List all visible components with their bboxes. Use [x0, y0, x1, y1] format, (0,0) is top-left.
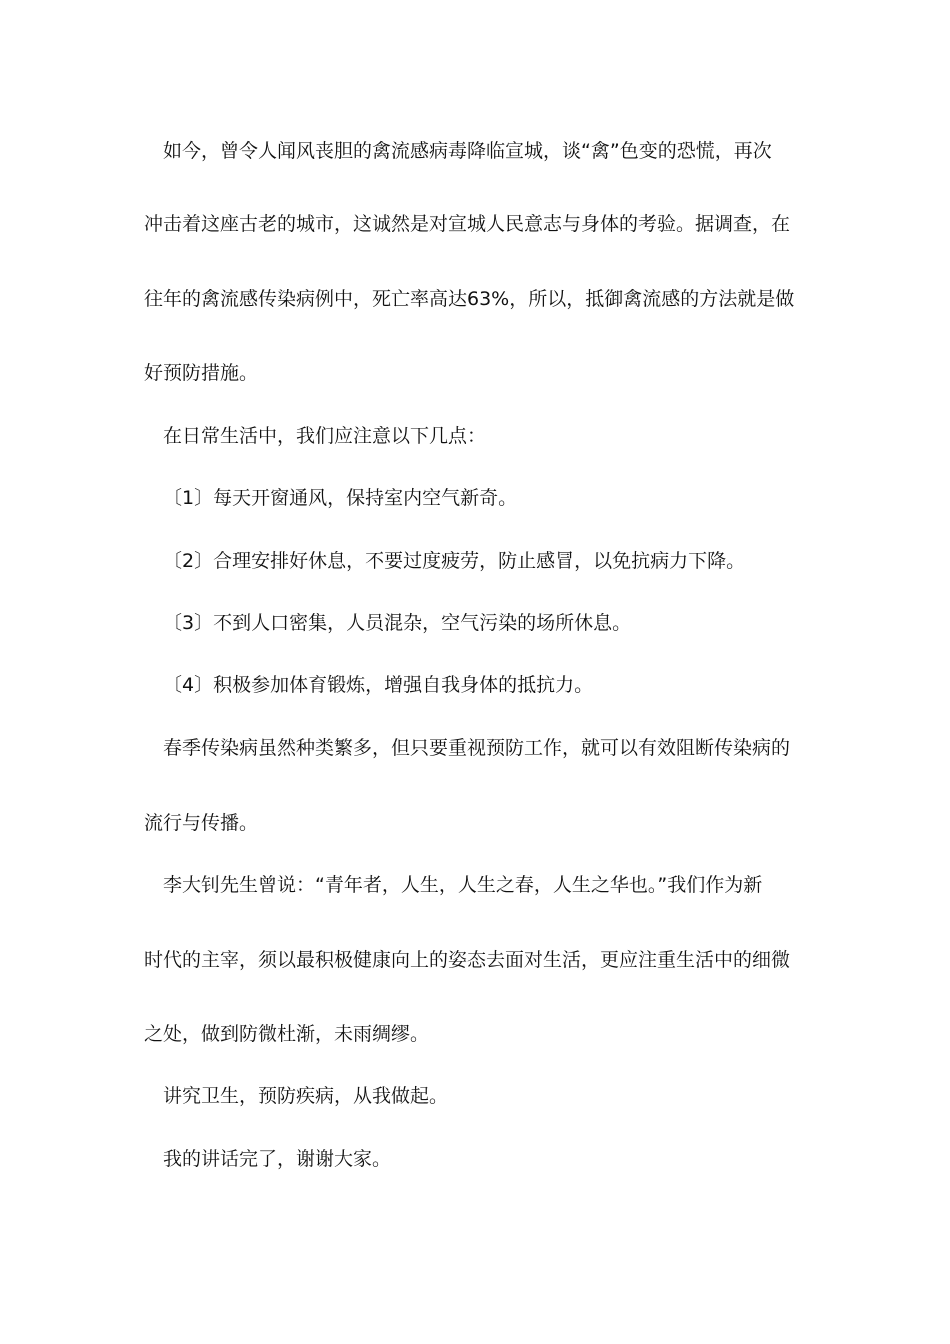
paragraph-line: 李大钊先生曾说：“青年者，人生，人生之春，人生之华也。”我们作为新 — [163, 874, 763, 896]
paragraph-line: 在日常生活中，我们应注意以下几点： — [163, 425, 487, 447]
list-item: 〔1〕每天开窗通风，保持室内空气新奇。 — [163, 487, 518, 509]
paragraph-line: 我的讲话完了，谢谢大家。 — [163, 1148, 392, 1170]
paragraph-line: 如今，曾令人闻风丧胆的禽流感病毒降临宣城，谈“禽”色变的恐慌，再次 — [163, 140, 772, 162]
paragraph-line: 讲究卫生，预防疾病，从我做起。 — [163, 1085, 449, 1107]
paragraph-line: 冲击着这座古老的城市，这诚然是对宣城人民意志与身体的考验。据调查，在 — [144, 213, 791, 235]
list-item: 〔3〕不到人口密集，人员混杂，空气污染的场所休息。 — [163, 612, 632, 634]
list-item: 〔4〕积极参加体育锻炼，增强自我身体的抵抗力。 — [163, 674, 594, 696]
paragraph-line: 春季传染病虽然种类繁多，但只要重视预防工作，就可以有效阻断传染病的 — [163, 737, 791, 759]
paragraph-line: 流行与传播。 — [144, 812, 259, 834]
paragraph-line: 往年的禽流感传染病例中，死亡率高达63%，所以，抵御禽流感的方法就是做 — [144, 288, 795, 310]
paragraph-line: 好预防措施。 — [144, 362, 259, 384]
paragraph-line: 时代的主宰，须以最积极健康向上的姿态去面对生活，更应注重生活中的细微 — [144, 949, 791, 971]
list-item: 〔2〕合理安排好休息，不要过度疲劳，防止感冒，以免抗病力下降。 — [163, 550, 746, 572]
paragraph-line: 之处，做到防微杜渐，未雨绸缪。 — [144, 1023, 430, 1045]
